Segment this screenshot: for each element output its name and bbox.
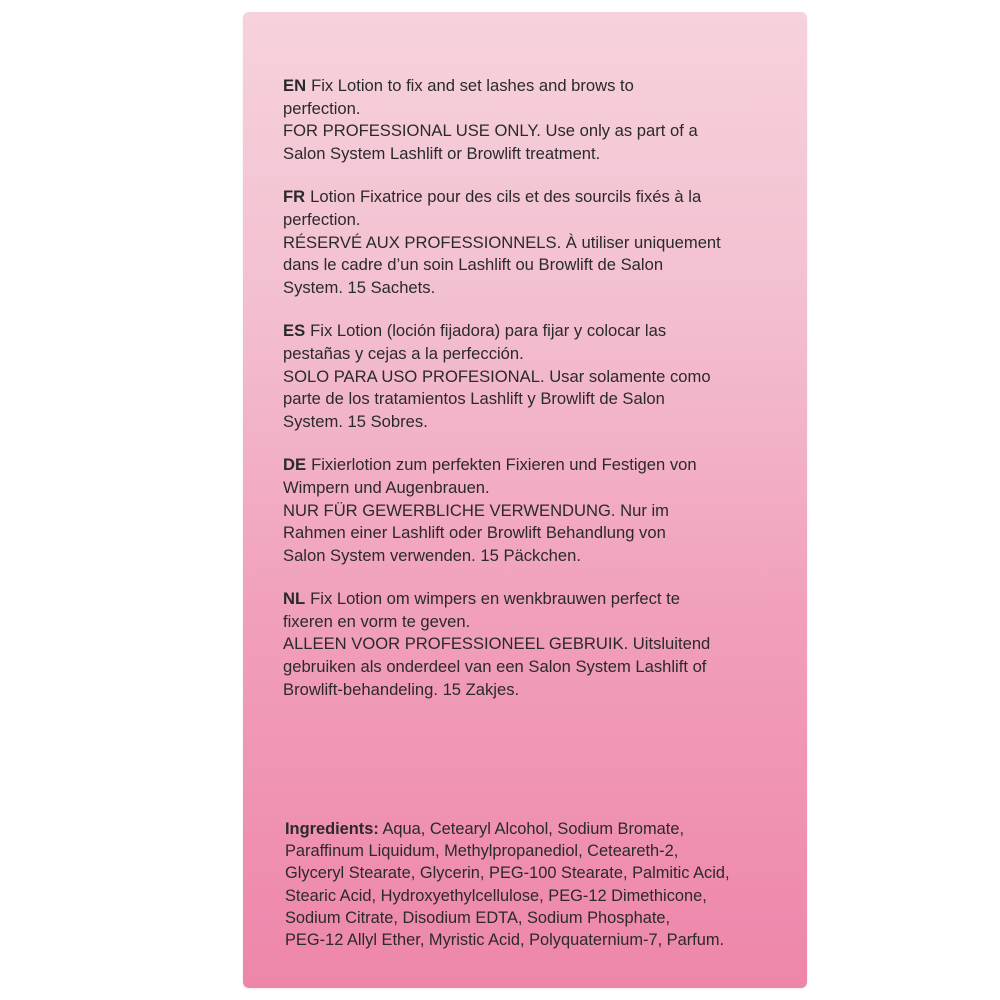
section-line: Browlift-behandeling. 15 Zakjes. (283, 679, 520, 699)
line-text: Lotion Fixatrice pour des cils et des sourcils fixés à la (310, 187, 702, 207)
section-line: perfection. (283, 98, 361, 118)
section-line (283, 320, 783, 343)
line-text: Fixierlotion zum perfekten Fixieren und Festigen von (311, 455, 697, 475)
section-line: NUR FÜR GEWERBLICHE VERWENDUNG. Nur im (283, 500, 669, 520)
section-line: dans le cadre d’un soin Lashlift ou Browlift de Salon (283, 255, 664, 275)
ingredients-line: Sodium Citrate, Disodium EDTA, Sodium Phosphate, (285, 908, 671, 927)
section-line: perfection. (283, 209, 361, 229)
ingredients-label: Ingredients: (285, 820, 379, 838)
ingredients-text: Aqua, Cetearyl Alcohol, Sodium Bromate, (378, 820, 685, 838)
section-line: gebruiken als onderdeel van een Salon System Lashlift of (283, 657, 707, 677)
section-line: System. 15 Sobres. (283, 411, 428, 431)
section-line: FOR PROFESSIONAL USE ONLY. Use only as part of a (283, 121, 698, 141)
ingredients-line (285, 818, 785, 840)
line-text: Fix Lotion to fix and set lashes and brows to (311, 76, 634, 95)
section-line: RÉSERVÉ AUX PROFESSIONNELS. À utiliser uniquement (283, 232, 721, 252)
language-code: NL (283, 589, 306, 609)
section-de (283, 454, 783, 567)
language-code: DE (283, 455, 307, 475)
section-line: Rahmen einer Lashlift oder Browlift Behandlung von (283, 523, 666, 543)
ingredients-list (285, 818, 785, 951)
section-line (283, 186, 783, 209)
section-nl (283, 588, 783, 701)
ingredients-line: Glyceryl Stearate, Glycerin, PEG-100 Stearate, Palmitic Acid, (285, 864, 730, 883)
product-box-back-panel (243, 12, 807, 988)
section-fr (283, 186, 783, 299)
section-line: Wimpern und Augenbrauen. (283, 477, 490, 497)
section-line: fixeren en vorm te geven. (283, 611, 471, 631)
ingredients-line: Paraffinum Liquidum, Methylpropanediol, Ceteareth-2, (285, 842, 679, 861)
section-line: parte de los tratamientos Lashlift y Browlift de Salon (283, 389, 665, 409)
line-text: Fix Lotion om wimpers en wenkbrauwen perfect te (310, 589, 680, 609)
multilingual-description (283, 75, 783, 722)
section-line: pestañas y cejas a la perfección. (283, 343, 524, 363)
line-text: Fix Lotion (loción fijadora) para fijar y colocar las (310, 321, 667, 341)
section-line: SOLO PARA USO PROFESIONAL. Usar solamente como (283, 366, 711, 386)
section-line: Salon System Lashlift or Browlift treatment. (283, 143, 601, 163)
section-en (283, 75, 783, 165)
language-code: ES (283, 321, 306, 341)
section-line: ALLEEN VOOR PROFESSIONEEL GEBRUIK. Uitsluitend (283, 634, 711, 654)
section-line (283, 75, 783, 98)
section-line (283, 588, 783, 611)
ingredients-line: PEG-12 Allyl Ether, Myristic Acid, Polyquaternium-7, Parfum. (285, 931, 725, 950)
section-line: System. 15 Sachets. (283, 277, 436, 297)
section-es (283, 320, 783, 433)
section-line: Salon System verwenden. 15 Päckchen. (283, 545, 581, 565)
ingredients-line: Stearic Acid, Hydroxyethylcellulose, PEG-12 Dimethicone, (285, 886, 707, 905)
language-code: FR (283, 187, 306, 207)
section-line (283, 454, 783, 477)
language-code: EN (283, 76, 307, 95)
